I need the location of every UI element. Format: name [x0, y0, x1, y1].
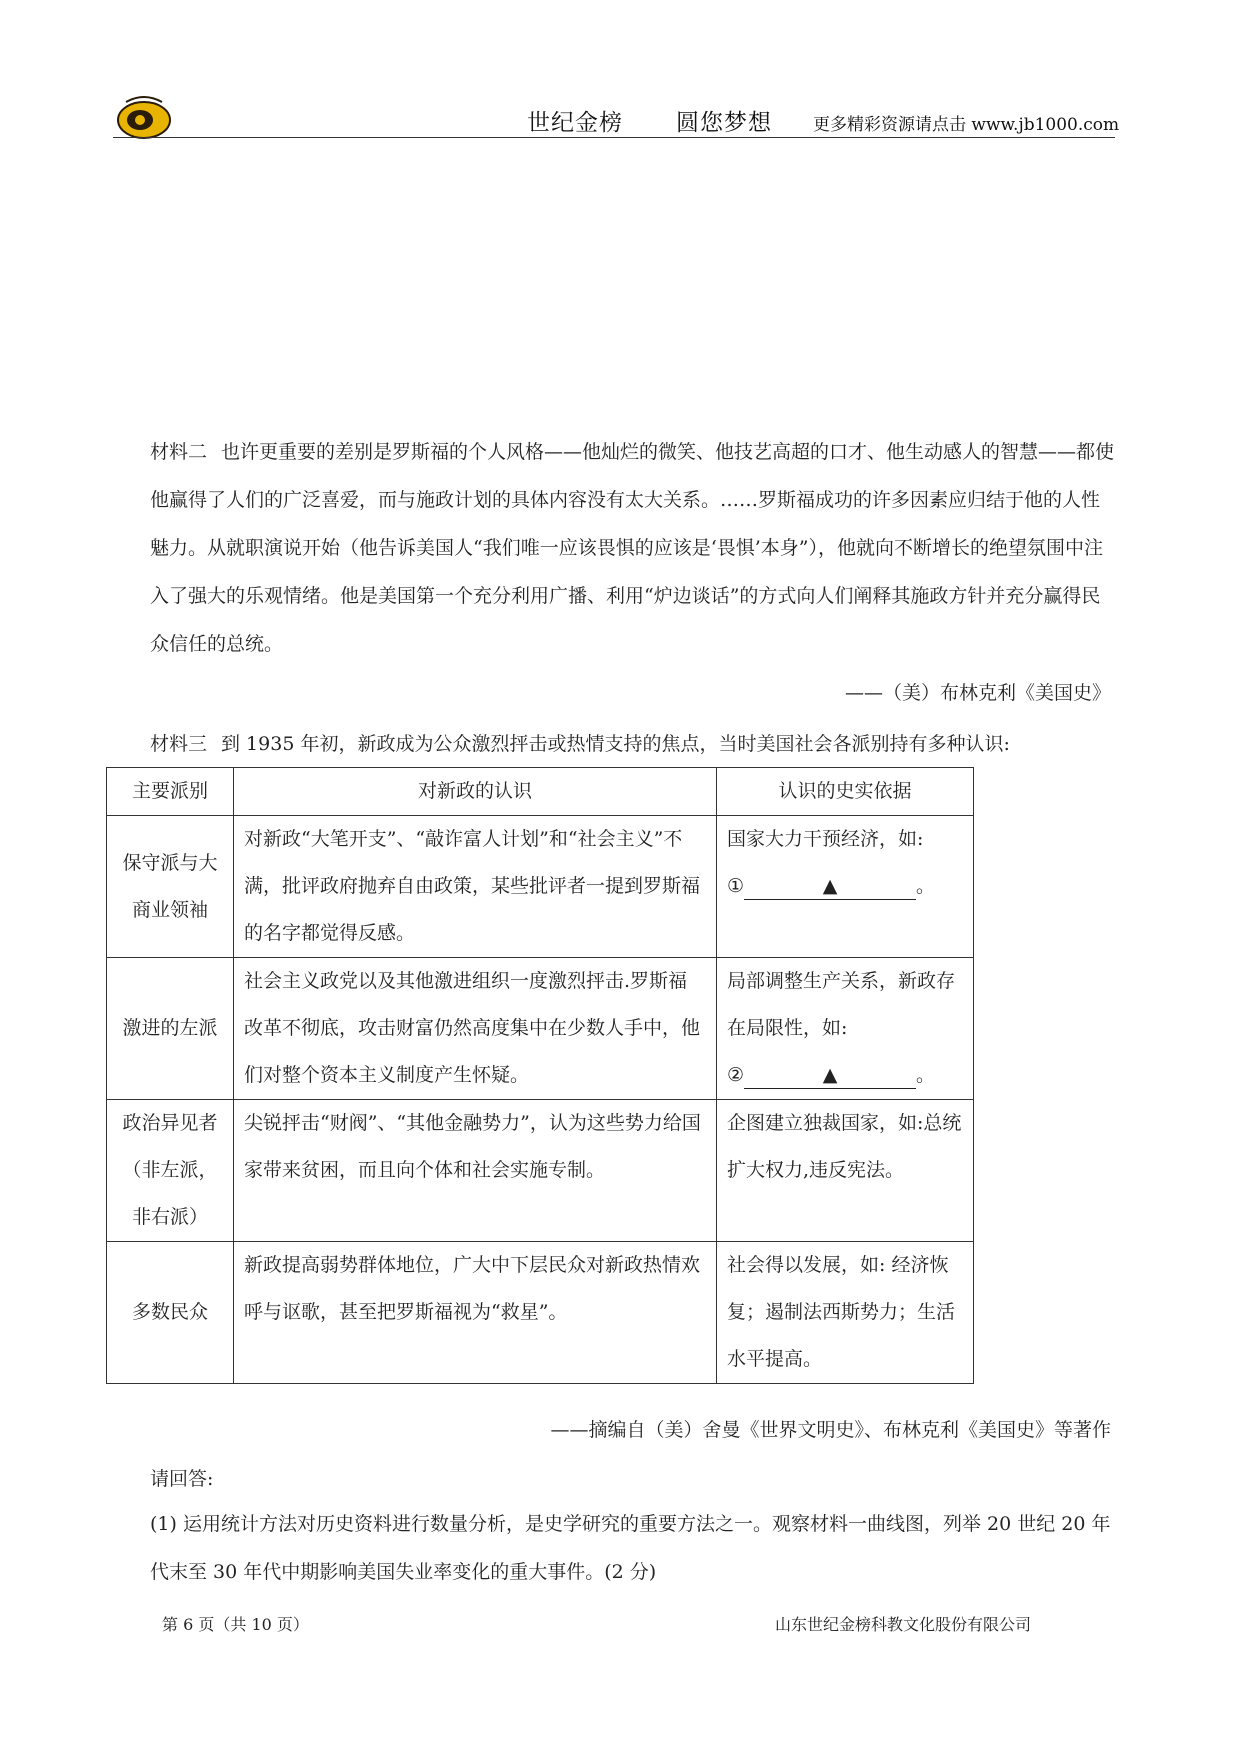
table-header-row [107, 768, 974, 816]
basis-cell: 社会得以发展，如: 经济恢复；遏制法西斯势力；生活水平提高。 [717, 1242, 974, 1384]
material-two-source: ——（美）布林克利《美国史》 [844, 682, 1111, 704]
faction-cell: 保守派与大 商业领袖 [107, 816, 234, 958]
new-deal-views-table [106, 767, 974, 1384]
material-two-paragraph [150, 428, 1115, 668]
question-one: (1) 运用统计方法对历史资料进行数量分析，是史学研究的重要方法之一。观察材料一曲线图，列举 20 世纪 20 年代末至 30 年代中期影响美国失业率变化的重大事件。(2 分) [150, 1513, 1111, 1583]
material-two-text: 也许更重要的差别是罗斯福的个人风格——他灿烂的微笑、他技艺高超的口才、他生动感人的智慧——都使他赢得了人们的广泛喜爱，而与施政计划的具体内容没有太大关系。……罗斯福成功的许多因素应归结于他的人性魅力。从就职演说开始（他告诉美国人“我们唯一应该畏惧的应该是‘畏惧’本身”），他就向不断增长的绝望氛围中注入了强大的乐观情绪。他是美国第一个充分利用广播、利用“炉边谈话”的方式向人们阐释其施政方针并充分赢得民众信任的总统。 [150, 441, 1115, 655]
material-three-label: 材料三 [150, 733, 208, 755]
material-three-source: ——摘编自（美）舍曼《世界文明史》、布林克利《美国史》等著作 [550, 1419, 1111, 1441]
page-number: 第 6 页（共 10 页） [162, 1615, 309, 1634]
table-header-cell: 认识的史实依据 [717, 768, 974, 816]
material-two-label: 材料二 [150, 441, 208, 463]
answer-blank-two[interactable]: ② ▲ 。 [727, 1052, 963, 1099]
material-three-text: 到 1935 年初，新政成为公众激烈抨击或热情支持的焦点，当时美国社会各派别持有多种认识: [221, 733, 1010, 755]
table-row [107, 816, 974, 958]
view-cell: 对新政“大笔开支”、“敲诈富人计划”和“社会主义”不满，批评政府抛弃自由政策，某些批评者一提到罗斯福的名字都觉得反感。 [234, 816, 717, 958]
header-title: 世纪金榜 [527, 110, 623, 136]
view-cell: 尖锐抨击“财阀”、“其他金融势力”，认为这些势力给国家带来贫困，而且向个体和社会实施专制。 [234, 1100, 717, 1242]
table-row [107, 1100, 974, 1242]
basis-cell: 企图建立独裁国家，如:总统扩大权力,违反宪法。 [717, 1100, 974, 1242]
table-row [107, 1242, 974, 1384]
question-prompt: 请回答: [150, 1468, 214, 1490]
view-cell: 社会主义政党以及其他激进组织一度激烈抨击.罗斯福改革不彻底，攻击财富仍然高度集中在少数人手中，他们对整个资本主义制度产生怀疑。 [234, 958, 717, 1100]
table-row [107, 958, 974, 1100]
header-slogan: 圆您梦想 [676, 110, 772, 136]
basis-cell: 国家大力干预经济，如: ① ▲ 。 [717, 816, 974, 958]
faction-cell: 多数民众 [107, 1242, 234, 1384]
table-header-cell: 主要派别 [107, 768, 234, 816]
view-cell: 新政提高弱势群体地位，广大中下层民众对新政热情欢呼与讴歌，甚至把罗斯福视为“救星”。 [234, 1242, 717, 1384]
faction-cell: 政治异见者 （非左派， 非右派） [107, 1100, 234, 1242]
answer-blank-one[interactable]: ① ▲ 。 [727, 863, 963, 910]
basis-cell: 局部调整生产关系，新政存在局限性，如: ② ▲ 。 [717, 958, 974, 1100]
faction-cell: 激进的左派 [107, 958, 234, 1100]
logo-icon [116, 88, 172, 144]
header-resource-link[interactable]: 更多精彩资源请点击 www.jb1000.com [813, 115, 1120, 135]
table-header-cell: 对新政的认识 [234, 768, 717, 816]
header-divider [113, 137, 1115, 138]
material-three-intro [150, 720, 1115, 768]
footer-company: 山东世纪金榜科教文化股份有限公司 [775, 1615, 1032, 1634]
